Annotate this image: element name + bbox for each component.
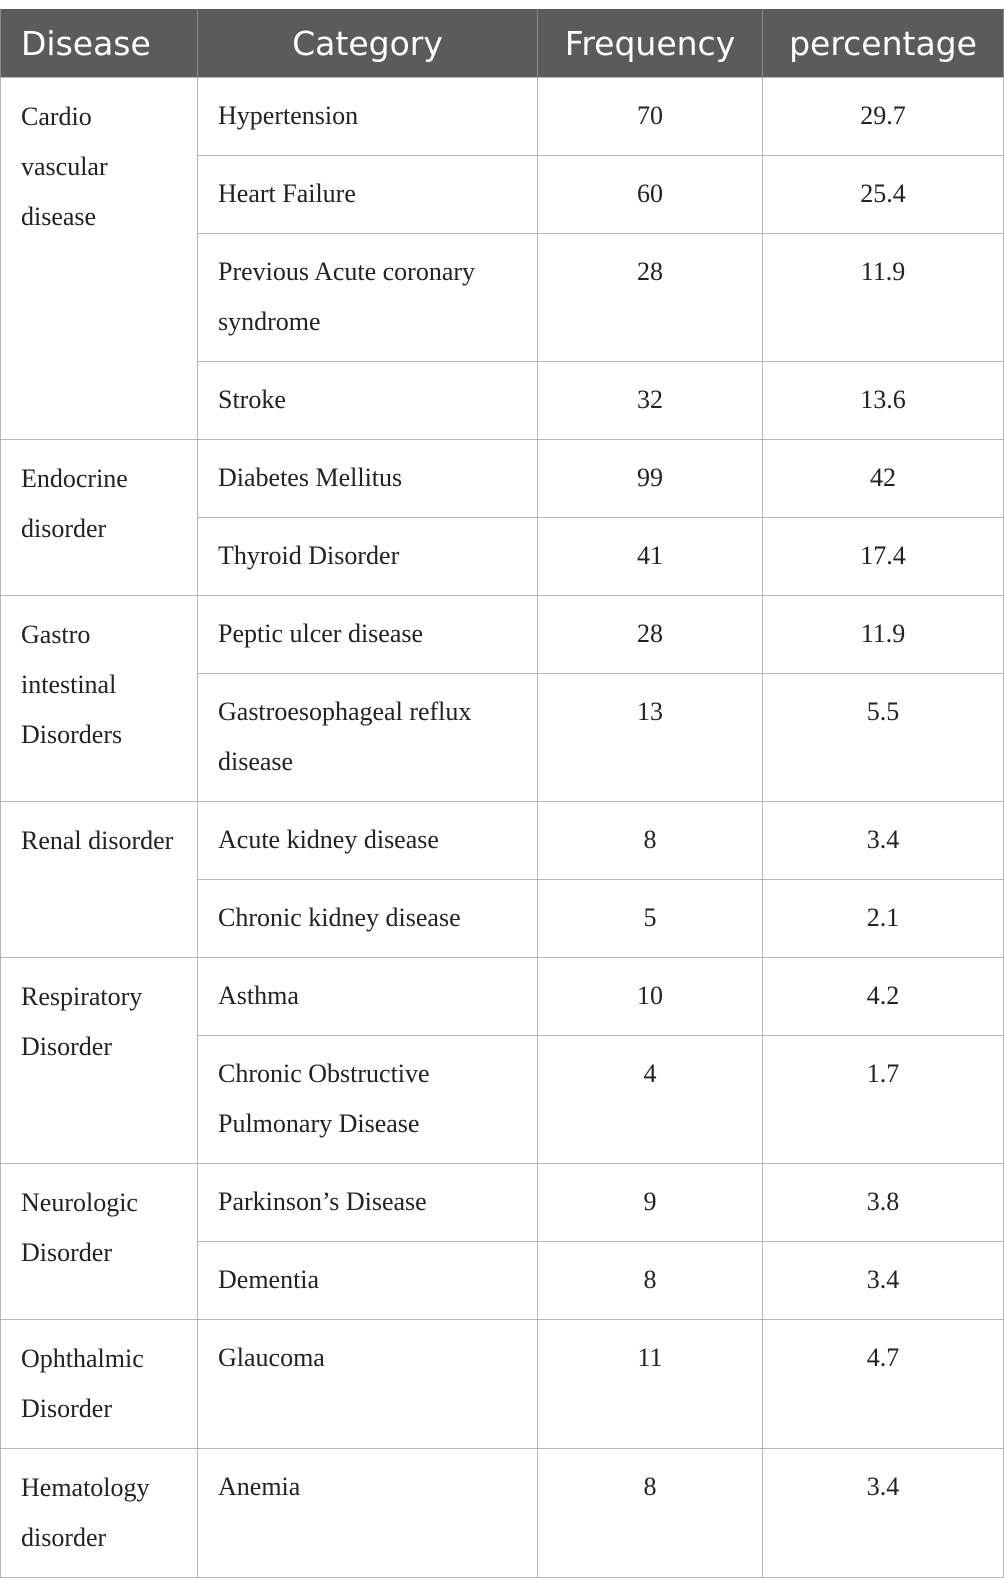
- percentage-cell: 3.4: [763, 1449, 1004, 1578]
- frequency-cell: 11: [538, 1320, 763, 1449]
- percentage-cell: 3.4: [763, 1242, 1004, 1320]
- frequency-cell: 41: [538, 518, 763, 596]
- frequency-cell: 70: [538, 78, 763, 156]
- percentage-cell: 11.9: [763, 596, 1004, 674]
- category-cell: Chronic kidney disease: [198, 880, 538, 958]
- frequency-cell: 5: [538, 880, 763, 958]
- table-row: [1, 1449, 1004, 1578]
- category-cell: Previous Acute coronary syndrome: [198, 234, 538, 362]
- frequency-cell: 60: [538, 156, 763, 234]
- category-cell: Asthma: [198, 958, 538, 1036]
- frequency-cell: 8: [538, 1242, 763, 1320]
- percentage-cell: 1.7: [763, 1036, 1004, 1164]
- header-disease: Disease: [1, 9, 198, 78]
- category-cell: Gastroesophageal reflux disease: [198, 674, 538, 802]
- disease-cell: Hematology disorder: [1, 1449, 198, 1578]
- percentage-cell: 4.7: [763, 1320, 1004, 1449]
- table-row: [1, 958, 1004, 1036]
- frequency-cell: 99: [538, 440, 763, 518]
- frequency-cell: 8: [538, 1449, 763, 1578]
- frequency-cell: 4: [538, 1036, 763, 1164]
- disease-cell: Renal disorder: [1, 802, 198, 958]
- category-cell: Heart Failure: [198, 156, 538, 234]
- category-cell: Stroke: [198, 362, 538, 440]
- category-cell: Acute kidney disease: [198, 802, 538, 880]
- table-row: [1, 78, 1004, 156]
- category-cell: Dementia: [198, 1242, 538, 1320]
- category-cell: Chronic Obstructive Pulmonary Disease: [198, 1036, 538, 1164]
- table-row: [1, 1164, 1004, 1242]
- percentage-cell: 25.4: [763, 156, 1004, 234]
- category-cell: Hypertension: [198, 78, 538, 156]
- table-body: [1, 78, 1004, 1578]
- percentage-cell: 3.8: [763, 1164, 1004, 1242]
- percentage-cell: 11.9: [763, 234, 1004, 362]
- table-row: [1, 440, 1004, 518]
- percentage-cell: 17.4: [763, 518, 1004, 596]
- disease-cell: Cardio vascular disease: [1, 78, 198, 440]
- disease-cell: Neurologic Disorder: [1, 1164, 198, 1320]
- disease-cell: Ophthalmic Disorder: [1, 1320, 198, 1449]
- table-row: [1, 802, 1004, 880]
- table-header: [1, 9, 1004, 78]
- percentage-cell: 42: [763, 440, 1004, 518]
- percentage-cell: 13.6: [763, 362, 1004, 440]
- table-row: [1, 1320, 1004, 1449]
- disease-cell: Respiratory Disorder: [1, 958, 198, 1164]
- percentage-cell: 29.7: [763, 78, 1004, 156]
- header-percentage: percentage: [763, 9, 1004, 78]
- category-cell: Thyroid Disorder: [198, 518, 538, 596]
- header-row: [1, 9, 1004, 78]
- header-frequency: Frequency: [538, 9, 763, 78]
- category-cell: Anemia: [198, 1449, 538, 1578]
- category-cell: Glaucoma: [198, 1320, 538, 1449]
- category-cell: Parkinson’s Disease: [198, 1164, 538, 1242]
- frequency-cell: 9: [538, 1164, 763, 1242]
- frequency-cell: 32: [538, 362, 763, 440]
- percentage-cell: 5.5: [763, 674, 1004, 802]
- table-row: [1, 596, 1004, 674]
- category-cell: Diabetes Mellitus: [198, 440, 538, 518]
- frequency-cell: 10: [538, 958, 763, 1036]
- percentage-cell: 3.4: [763, 802, 1004, 880]
- percentage-cell: 4.2: [763, 958, 1004, 1036]
- frequency-cell: 28: [538, 596, 763, 674]
- frequency-cell: 13: [538, 674, 763, 802]
- disease-frequency-table: [0, 9, 1004, 1578]
- frequency-cell: 28: [538, 234, 763, 362]
- frequency-cell: 8: [538, 802, 763, 880]
- category-cell: Peptic ulcer disease: [198, 596, 538, 674]
- disease-cell: Gastro intestinal Disorders: [1, 596, 198, 802]
- percentage-cell: 2.1: [763, 880, 1004, 958]
- disease-cell: Endocrine disorder: [1, 440, 198, 596]
- header-category: Category: [198, 9, 538, 78]
